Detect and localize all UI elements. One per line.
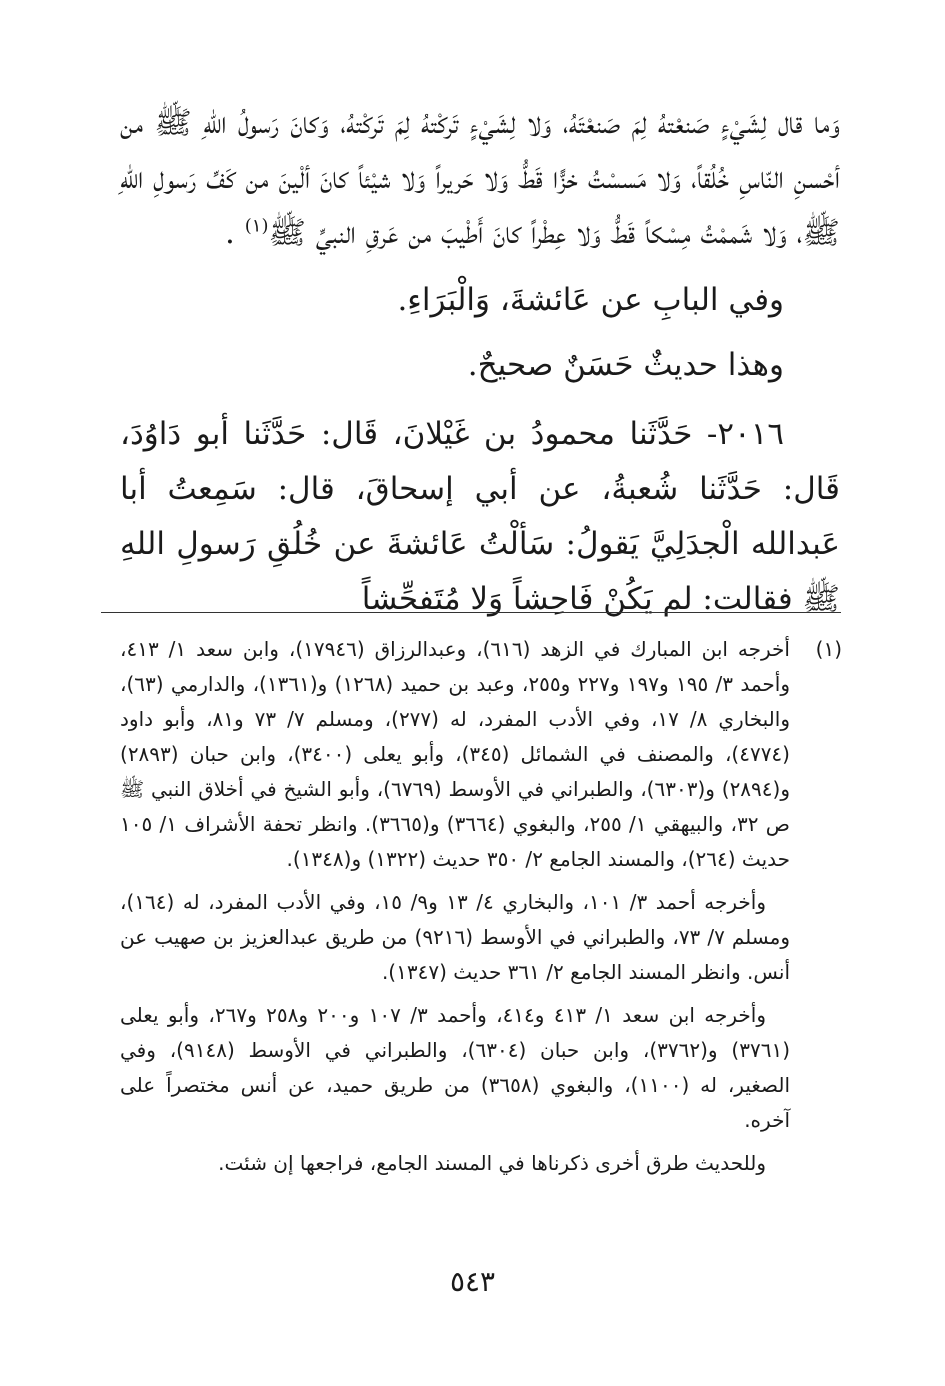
footnote-paragraph-3: وأخرجه ابن سعد ١/ ٤١٣ و٤١٤، وأحمد ٣/ ١٠٧ و٢٠٠ و٢٥٨ و٢٦٧، وأبو يعلى (٣٧٦١) و(٣٧٦٢)، وابن حبان (٦٣٠٤)، والطبراني في الأوسط (٩١٤٨)، وفي الصغير، له (١١٠٠)، والبغوي (٣٦٥٨) من طريق حميد، عن أنس مختصراً على آخره. xyxy=(120,1003,790,1132)
footnote-separator xyxy=(101,612,841,613)
footnote-paragraph-2: وأخرجه أحمد ٣/ ١٠١، والبخاري ٤/ ١٣ و٩/ ١٥، وفي الأدب المفرد، له (١٦٤)، ومسلم ٧/ ٧٣، والطبراني في الأوسط (٩٢١٦) من طريق عبدالعزيز بن صهيب عن أنس. وانظر المسند الجامع ٢/ ٣٦١ حديث (١٣٤٧). xyxy=(120,890,790,984)
footnote-1-text: أخرجه ابن المبارك في الزهد (٦١٦)، وعبدالرزاق (١٧٩٤٦)، وابن سعد ١/ ٤١٣، وأحمد ٣/ ١٩٥ و١٩٧ و٢٢٧ و٢٥٥، وعبد بن حميد (١٢٦٨) و(١٣٦١)، والدارمي (٦٣)، والبخاري ٨/ ١٧، وفي الأدب المفرد، له (٢٧٧)، ومسلم ٧/ ٧٣ و٨١، وأبو داود (٤٧٧٤)، والمصنف في الشمائل (٣٤٥)، وأبو يعلى (٣٤٠٠)، وابن حبان (٢٨٩٣) و(٢٨٩٤) و(٦٣٠٣)، والطبراني في الأوسط (٦٧٦٩)، وأبو الشيخ في أخلاق النبي ﷺ ص ٣٢، والبيهقي ١/ ٢٥٥، والبغوي (٣٦٦٤) و(٣٦٦٥). وانظر تحفة الأشراف ١/ ١٠٥ حديث (٢٦٤)، والمسند الجامع ٢/ ٣٥٠ حديث (١٣٢٢) و(١٣٤٨). xyxy=(120,637,791,871)
grading-paragraph: وهذا حديثٌ حَسَنٌ صحيحٌ. xyxy=(467,347,784,383)
footnote-reference: (١) xyxy=(244,215,269,237)
hadith-continuation-text: وَما قال لِشَيْءٍ صَنعْتهُ لِمَ صَنعْتَهُ، وَلا لِشَيْءٍ تَركْتهُ لِمَ تَركْتهُ، وَكانَ رَسولُ اللهِ ﷺ من أحْسنِ النّاسِ خُلُقاً، وَلا مَسسْتُ خزًّا قَطُّ وَلا حَريراً وَلا شيْئاً كانَ ألْينَ من كَفِّ رَسولِ اللهِ ﷺ، وَلا شَممْتُ مِسْكاً قَطُّ وَلا عِطْراً كانَ أَطْيبَ من عَرقِ النبيِّ ﷺ xyxy=(120,105,840,251)
hadith-continuation-paragraph xyxy=(120,96,840,261)
footnote-paragraph-4: وللحديث طرق أخرى ذكرناها في المسند الجامع، فراجعها إن شئت. xyxy=(218,1151,766,1175)
paragraph-end: . xyxy=(225,215,245,251)
main-text-block xyxy=(120,96,840,627)
chapter-note-paragraph: وفي البابِ عن عَائشةَ، وَالْبَرَاءِ. xyxy=(397,282,784,318)
hadith-2016-paragraph: ٢٠١٦- حَدَّثَنا محمودُ بن غَيْلانَ، قَال: حَدَّثَنا أبو دَاوُدَ، قَال: حَدَّثَنا شُعبةُ، عن أبي إسحاقَ، قال: سَمِعتُ أبا عَبدالله الْجدَلِيَّ يَقولُ: سَألْتُ عَائشةَ عن خُلُقِ رَسولِ اللهِ ﷺ فقالت: لم يَكُنْ فَاحِشاً وَلا مُتَفحِّشاً xyxy=(120,416,840,617)
footnotes-block xyxy=(120,632,842,1189)
footnote-1 xyxy=(120,632,842,877)
footnote-number: (١) xyxy=(815,637,842,661)
page-number: ٥٤٣ xyxy=(449,1265,496,1298)
